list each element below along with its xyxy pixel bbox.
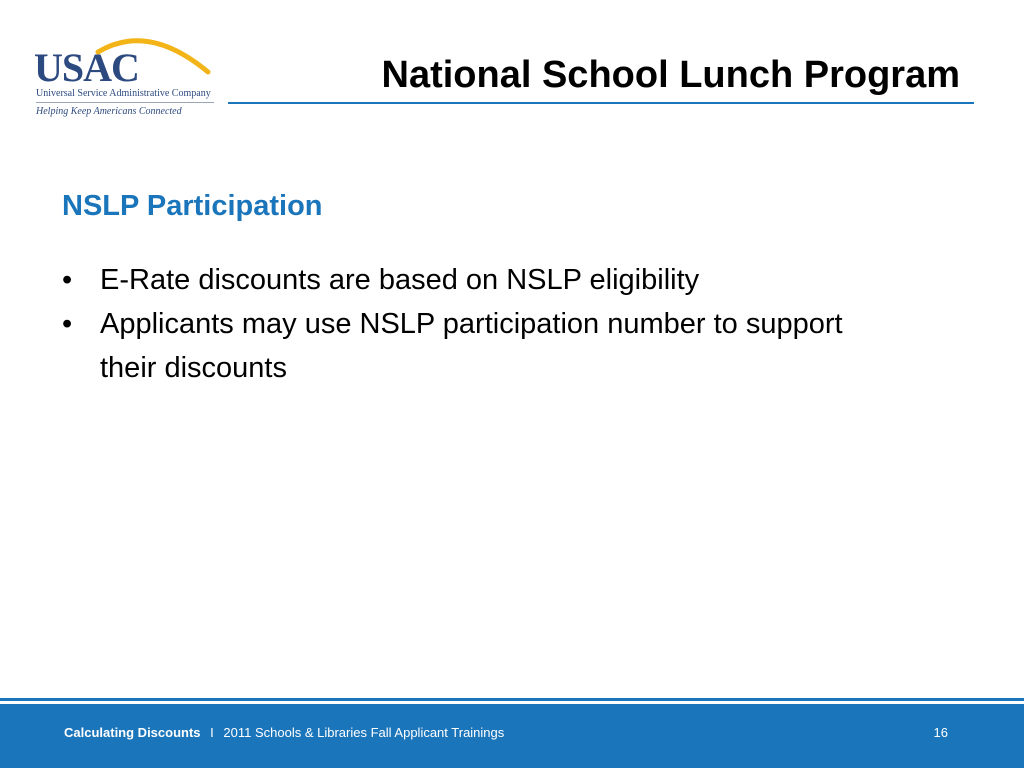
bullet-text: Applicants may use NSLP participation number to support their discounts: [100, 308, 843, 384]
footer-event-title: 2011 Schools & Libraries Fall Applicant Trainings: [223, 725, 505, 740]
slide-title: National School Lunch Program: [381, 54, 960, 96]
logo-divider: [36, 102, 214, 103]
bullet-list: [62, 258, 882, 390]
footer-separator: I: [210, 725, 214, 740]
bullet-item: [62, 302, 882, 390]
bullet-icon: •: [62, 264, 73, 296]
footer-bar: [0, 704, 1024, 768]
footer-course-title: Calculating Discounts: [64, 725, 201, 740]
logo-wordmark: USAC: [34, 45, 139, 90]
bullet-icon: •: [62, 308, 73, 340]
section-heading: NSLP Participation: [62, 190, 323, 222]
title-underline: [228, 102, 974, 104]
bullet-text: E-Rate discounts are based on NSLP eligibility: [100, 264, 700, 296]
usac-logo: [28, 28, 228, 124]
footer-caption: [64, 725, 504, 740]
page-number: 16: [933, 725, 948, 740]
bullet-item: [62, 258, 882, 302]
footer-top-rule: [0, 698, 1024, 701]
logo-company-name: Universal Service Administrative Company: [36, 88, 211, 99]
logo-tagline: Helping Keep Americans Connected: [36, 106, 182, 117]
